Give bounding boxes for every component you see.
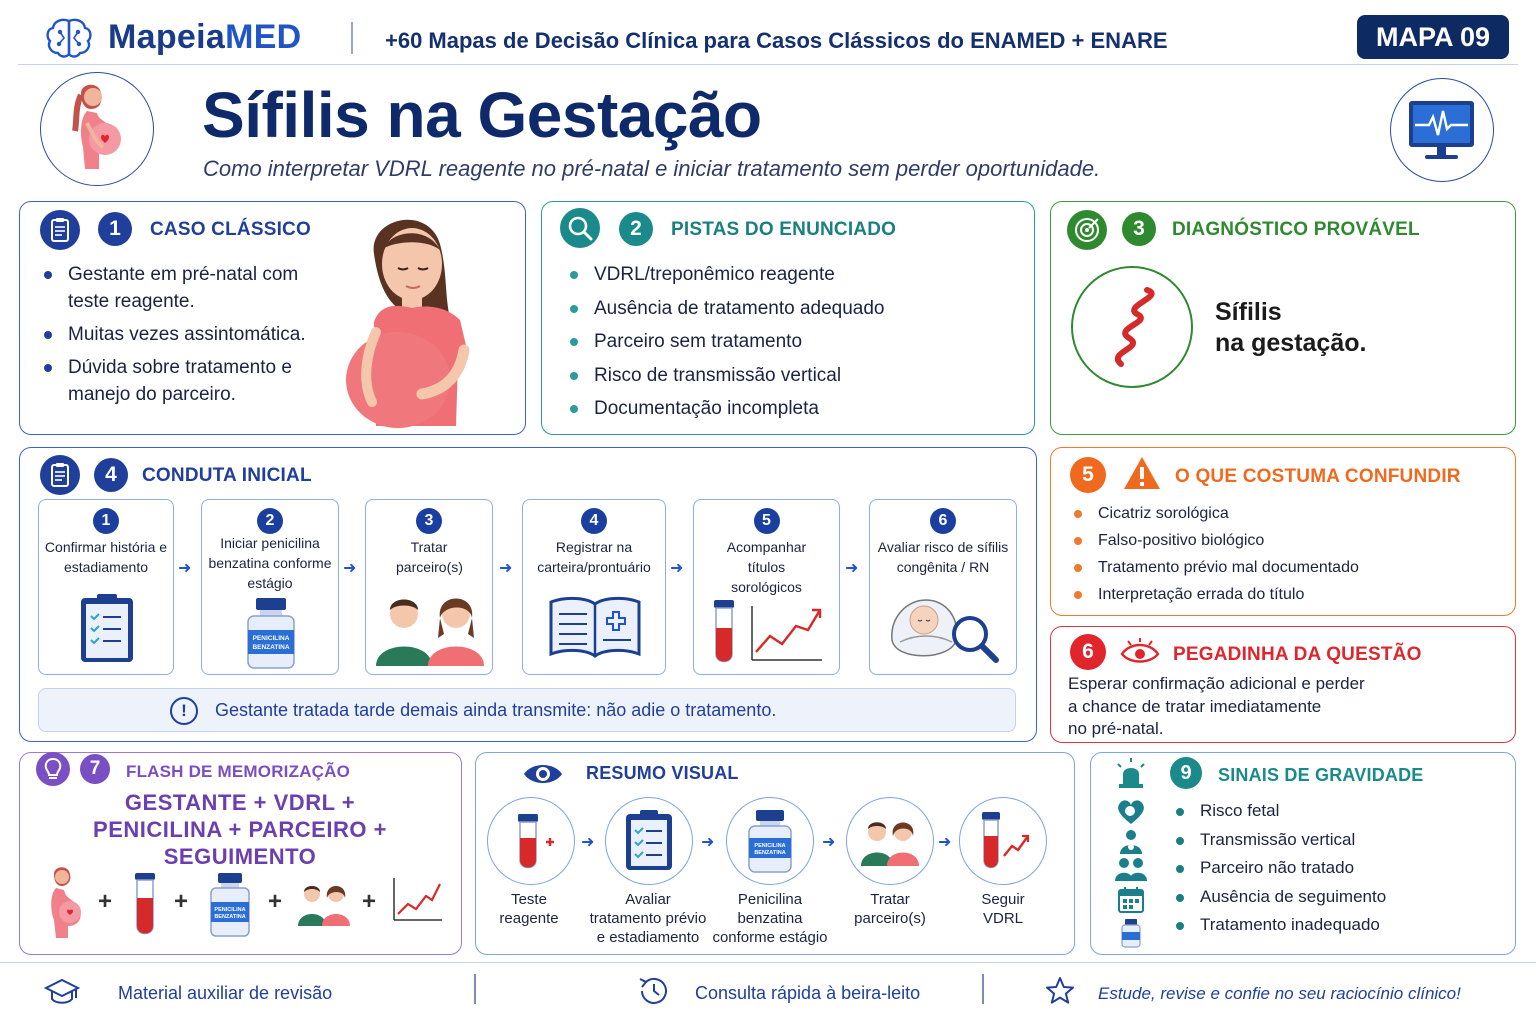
target-icon — [1067, 210, 1107, 250]
arrow-right-icon: ➜ — [581, 834, 595, 851]
step-number: 3 — [416, 508, 442, 534]
list-item: VDRL/treponêmico reagente — [566, 258, 1006, 292]
fetal-heart-icon — [1114, 798, 1148, 826]
footer-rule — [0, 962, 1536, 963]
summary-label-line: tratamento prévio — [589, 910, 707, 927]
card-number: 3 — [1122, 212, 1156, 246]
step-number: 4 — [581, 508, 607, 534]
card-number: 7 — [80, 754, 110, 784]
vial-label: PENICILINA — [214, 907, 246, 913]
diagnosis-text — [1215, 297, 1366, 359]
magnifier-icon — [560, 208, 600, 248]
pregnant-woman-icon — [40, 864, 88, 940]
test-tube-trend-icon — [708, 598, 830, 666]
summary-label-line: Tratar — [870, 891, 910, 908]
card-number: 5 — [1070, 457, 1106, 493]
list-item: Muitas vezes assintomática. — [40, 321, 330, 348]
summary-step-follow-vdrl — [959, 797, 1047, 885]
couple-icon — [1114, 856, 1148, 882]
flash-line: SEGUIMENTO — [163, 844, 317, 869]
card-number: 4 — [94, 458, 128, 492]
diagnosis-line: na gestação. — [1215, 329, 1367, 357]
conduct-step-3 — [365, 499, 493, 675]
summary-label-line: e estadiamento — [596, 929, 700, 946]
warning-icon — [1122, 455, 1162, 491]
summary-label-line: Penicilina — [737, 891, 803, 908]
list-item: Interpretação errada do título — [1070, 581, 1500, 608]
medical-record-book-icon — [547, 594, 643, 660]
mother-child-icon — [1116, 828, 1146, 856]
footer-motto: Estude, revise e confie no seu raciocínio clínico! — [1098, 984, 1461, 1003]
list-item: Transmissão vertical — [1172, 826, 1502, 855]
treponema-icon — [1071, 266, 1193, 388]
alert-text: Gestante tratada tarde demais ainda transmite: não adie o tratamento. — [215, 700, 777, 720]
graduation-cap-icon — [44, 978, 80, 1006]
arrow-right-icon: ➜ — [343, 560, 357, 577]
trick-line: no pré-natal. — [1068, 719, 1164, 738]
summary-label — [481, 890, 577, 928]
flash-line: GESTANTE + VDRL + — [124, 790, 356, 815]
card-title: CASO CLÁSSICO — [150, 219, 311, 240]
footer-divider — [982, 974, 984, 1004]
summary-label-line: benzatina — [737, 910, 803, 927]
list-item: Dúvida sobre tratamento e manejo do parceiro. — [40, 354, 330, 408]
penicillin-vial-icon — [242, 596, 300, 670]
step-number: 5 — [754, 508, 780, 534]
summary-label-line: reagente — [499, 910, 559, 927]
trick-text — [1068, 673, 1365, 741]
summary-step-penicillin — [726, 797, 814, 885]
page-title: Sífilis na Gestação — [202, 79, 762, 151]
map-number-badge: MAPA 09 — [1357, 15, 1509, 59]
summary-label-line: parceiro(s) — [854, 910, 926, 927]
card-title: PEGADINHA DA QUESTÃO — [1173, 644, 1422, 665]
brand-name: MapeiaMED — [108, 18, 302, 56]
header-divider — [351, 22, 353, 54]
summary-label — [840, 890, 940, 928]
card-number: 2 — [619, 212, 653, 246]
list-item: Parceiro sem tratamento — [566, 325, 1006, 359]
newborn-magnifier-icon — [886, 590, 1006, 668]
conduct-step-2 — [201, 499, 339, 675]
summary-label-line: Teste — [511, 891, 547, 908]
alert-eye-icon — [1118, 636, 1162, 666]
clipboard-icon — [40, 455, 80, 495]
step-text: Confirmar história e estadiamento — [44, 539, 168, 575]
penicillin-vial-icon — [207, 872, 253, 938]
card-title: CONDUTA INICIAL — [142, 465, 312, 486]
arrow-right-icon: ➜ — [499, 560, 513, 577]
couple-icon — [296, 880, 352, 928]
clipboard-icon — [40, 210, 80, 250]
step-text: Tratar parceiro(s) — [396, 539, 463, 575]
pregnant-woman-illustration — [40, 72, 154, 186]
step-text: Acompanhar títulos sorológicos — [726, 539, 807, 595]
page-subtitle: Como interpretar VDRL reagente no pré-natal e iniciar tratamento sem perder oportunidade. — [203, 156, 1101, 181]
arrow-right-icon: ➜ — [845, 560, 859, 577]
couple-icon — [372, 588, 488, 668]
list-item: Documentação incompleta — [566, 392, 1006, 426]
summary-label — [710, 890, 830, 947]
step-text: Avaliar risco de sífilis congênita / RN — [877, 539, 1009, 575]
exclamation-icon: ! — [170, 697, 198, 725]
list-item: Risco fetal — [1172, 797, 1502, 826]
test-tube-icon — [132, 872, 158, 936]
list-item: Parceiro não tratado — [1172, 854, 1502, 883]
vial-label: BENZATINA — [214, 914, 246, 920]
summary-label-line: conforme estágio — [712, 929, 828, 946]
list-item: Tratamento prévio mal documentado — [1070, 554, 1500, 581]
checklist-clipboard-icon — [77, 592, 137, 666]
flash-phrase — [20, 789, 460, 870]
clock-icon — [636, 975, 670, 1007]
calendar-icon — [1117, 886, 1145, 914]
list-item: Gestante em pré-natal com teste reagente. — [40, 261, 330, 315]
pregnant-woman-illustration — [336, 204, 516, 430]
arrow-right-icon: ➜ — [178, 560, 192, 577]
summary-label — [584, 890, 712, 947]
eye-icon — [522, 760, 564, 788]
summary-label-line: Avaliar — [625, 891, 671, 908]
confusions-list — [1070, 500, 1500, 608]
trick-line: Esperar confirmação adicional e perder — [1068, 674, 1365, 693]
vial-label: BENZATINA — [252, 644, 290, 651]
card-title: RESUMO VISUAL — [586, 763, 739, 783]
step-number: 6 — [930, 508, 956, 534]
list-item: Ausência de seguimento — [1172, 883, 1502, 912]
trick-line: a chance de tratar imediatamente — [1068, 696, 1322, 716]
conduct-step-5 — [693, 499, 840, 675]
card-number: 6 — [1070, 634, 1106, 670]
severity-list — [1172, 797, 1502, 940]
vial-label: BENZATINA — [754, 850, 786, 856]
summary-step-partner — [846, 797, 934, 885]
conduct-step-1 — [38, 499, 174, 675]
summary-step-positive-test — [487, 797, 575, 885]
arrow-right-icon: ➜ — [670, 560, 684, 577]
footer-divider — [474, 974, 476, 1004]
clues-list — [566, 258, 1006, 426]
list-item: Risco de transmissão vertical — [566, 359, 1006, 393]
card-number: 9 — [1170, 757, 1202, 789]
step-number: 2 — [257, 508, 283, 534]
step-text: Iniciar penicilina benzatina conforme estágio — [208, 535, 332, 591]
summary-step-evaluate — [605, 797, 693, 885]
card-title: SINAIS DE GRAVIDADE — [1218, 765, 1424, 785]
card-title: FLASH DE MEMORIZAÇÃO — [126, 762, 351, 781]
siren-icon — [1114, 758, 1148, 790]
header-rule — [18, 64, 1518, 65]
header-tagline: +60 Mapas de Decisão Clínica para Casos Clássicos do ENAMED + ENARE — [385, 28, 1168, 53]
summary-label — [955, 890, 1051, 928]
card-title: PISTAS DO ENUNCIADO — [671, 219, 897, 240]
arrow-right-icon: ➜ — [822, 834, 836, 851]
card-title: DIAGNÓSTICO PROVÁVEL — [1172, 219, 1420, 240]
step-number: 1 — [93, 508, 119, 534]
plus-sign: + — [98, 888, 113, 915]
list-item: Cicatriz sorológica — [1070, 500, 1500, 527]
plus-sign: + — [268, 888, 283, 915]
footer-quick-consult: Consulta rápida à beira-leito — [695, 983, 921, 1003]
list-item: Falso-positivo biológico — [1070, 527, 1500, 554]
vial-label: PENICILINA — [252, 635, 290, 642]
plus-sign: + — [362, 888, 377, 915]
footer-review-material: Material auxiliar de revisão — [118, 983, 333, 1003]
conduct-step-6 — [869, 499, 1017, 675]
plus-sign: + — [174, 888, 189, 915]
card-number: 1 — [98, 212, 132, 246]
flash-line: PENICILINA + PARCEIRO + — [93, 817, 387, 842]
trend-chart-icon — [392, 876, 444, 922]
lightbulb-icon — [36, 752, 70, 786]
brain-logo-icon — [44, 16, 94, 60]
list-item: Tratamento inadequado — [1172, 911, 1502, 940]
summary-label-line: Seguir — [981, 891, 1025, 908]
star-icon — [1044, 975, 1076, 1007]
vial-label: PENICILINA — [754, 843, 786, 849]
medicine-vial-icon — [1120, 918, 1142, 948]
monitor-ecg-illustration — [1390, 78, 1494, 182]
diagnosis-line: Sífilis — [1215, 298, 1282, 326]
conduct-step-4 — [522, 499, 666, 675]
step-text: Registrar na carteira/prontuário — [537, 539, 651, 575]
card-title: O QUE COSTUMA CONFUNDIR — [1175, 466, 1461, 487]
arrow-right-icon: ➜ — [938, 834, 952, 851]
summary-label-line: VDRL — [982, 910, 1023, 927]
list-item: Ausência de tratamento adequado — [566, 292, 1006, 326]
classic-case-list — [40, 261, 330, 414]
arrow-right-icon: ➜ — [701, 834, 715, 851]
